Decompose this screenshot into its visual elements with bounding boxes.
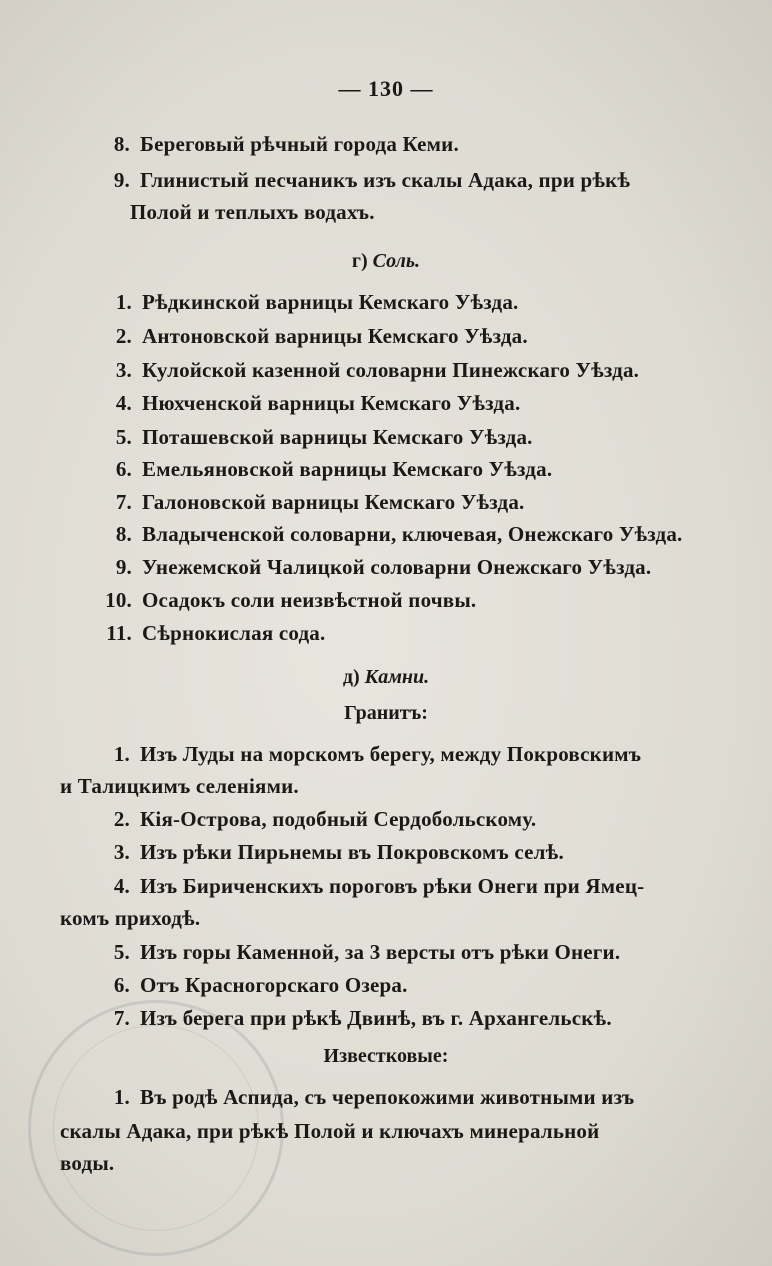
subheading-granite: Гранитъ: bbox=[344, 702, 428, 724]
page-number: — 130 — bbox=[338, 76, 434, 101]
list-item: 3. Изъ рѣки Пирьнемы въ Покровскомъ селѣ. bbox=[113, 840, 564, 864]
list-item: 5. Изъ горы Каменной, за 3 версты отъ рѣки Онеги. bbox=[113, 940, 621, 964]
list-item: 2. Кія-Острова, подобный Сердобольскому. bbox=[113, 807, 537, 831]
list-item: 2. Антоновской варницы Кемскаго Уѣзда. bbox=[115, 324, 528, 348]
list-item: 9. Унежемской Чалицкой соловарни Онежскаго Уѣзда. bbox=[115, 555, 652, 579]
section-heading-salt: г) Соль. bbox=[351, 250, 421, 272]
list-item-continuation: скалы Адака, при рѣкѣ Полой и ключахъ минеральной bbox=[60, 1119, 600, 1143]
list-item: 4. Изъ Бириченскихъ пороговъ рѣки Онеги при Ямец- bbox=[113, 874, 645, 898]
list-item: 10. Осадокъ соли неизвѣстной почвы. bbox=[105, 588, 477, 612]
list-item: 1. Въ родѣ Аспида, съ черепокожими животными изъ bbox=[113, 1085, 635, 1109]
list-item: 11. Сѣрнокислая сода. bbox=[106, 621, 326, 645]
list-item-continuation: и Талицкимъ селеніями. bbox=[60, 774, 299, 798]
list-item-continuation: комъ приходѣ. bbox=[60, 906, 201, 930]
list-item: 7. Изъ берега при рѣкѣ Двинѣ, въ г. Архангельскѣ. bbox=[113, 1006, 612, 1030]
list-item-continuation: Полой и теплыхъ водахъ. bbox=[130, 200, 375, 224]
list-item: 6. Отъ Красногорскаго Озера. bbox=[113, 973, 408, 997]
list-item-continuation: воды. bbox=[60, 1151, 115, 1175]
list-item: 8. Береговый рѣчный города Кеми. bbox=[113, 132, 459, 156]
section-heading-stones: д) Камни. bbox=[342, 666, 430, 688]
list-item: 9. Глинистый песчаникъ изъ скалы Адака, при рѣкѣ bbox=[113, 168, 631, 192]
list-item: 3. Кулойской казенной соловарни Пинежскаго Уѣзда. bbox=[115, 358, 640, 382]
list-item: 1. Рѣдкинской варницы Кемскаго Уѣзда. bbox=[115, 290, 519, 314]
list-item: 5. Поташевской варницы Кемскаго Уѣзда. bbox=[115, 425, 533, 449]
list-item: 1. Изъ Луды на морскомъ берегу, между Покровскимъ bbox=[113, 742, 642, 766]
list-item: 8. Владыченской соловарни, ключевая, Онежскаго Уѣзда. bbox=[115, 522, 683, 546]
list-item: 6. Емельяновской варницы Кемскаго Уѣзда. bbox=[115, 457, 553, 481]
list-item: 4. Нюхченской варницы Кемскаго Уѣзда. bbox=[115, 391, 521, 415]
subheading-limestone: Известковые: bbox=[323, 1045, 449, 1067]
list-item: 7. Галоновской варницы Кемскаго Уѣзда. bbox=[115, 490, 525, 514]
